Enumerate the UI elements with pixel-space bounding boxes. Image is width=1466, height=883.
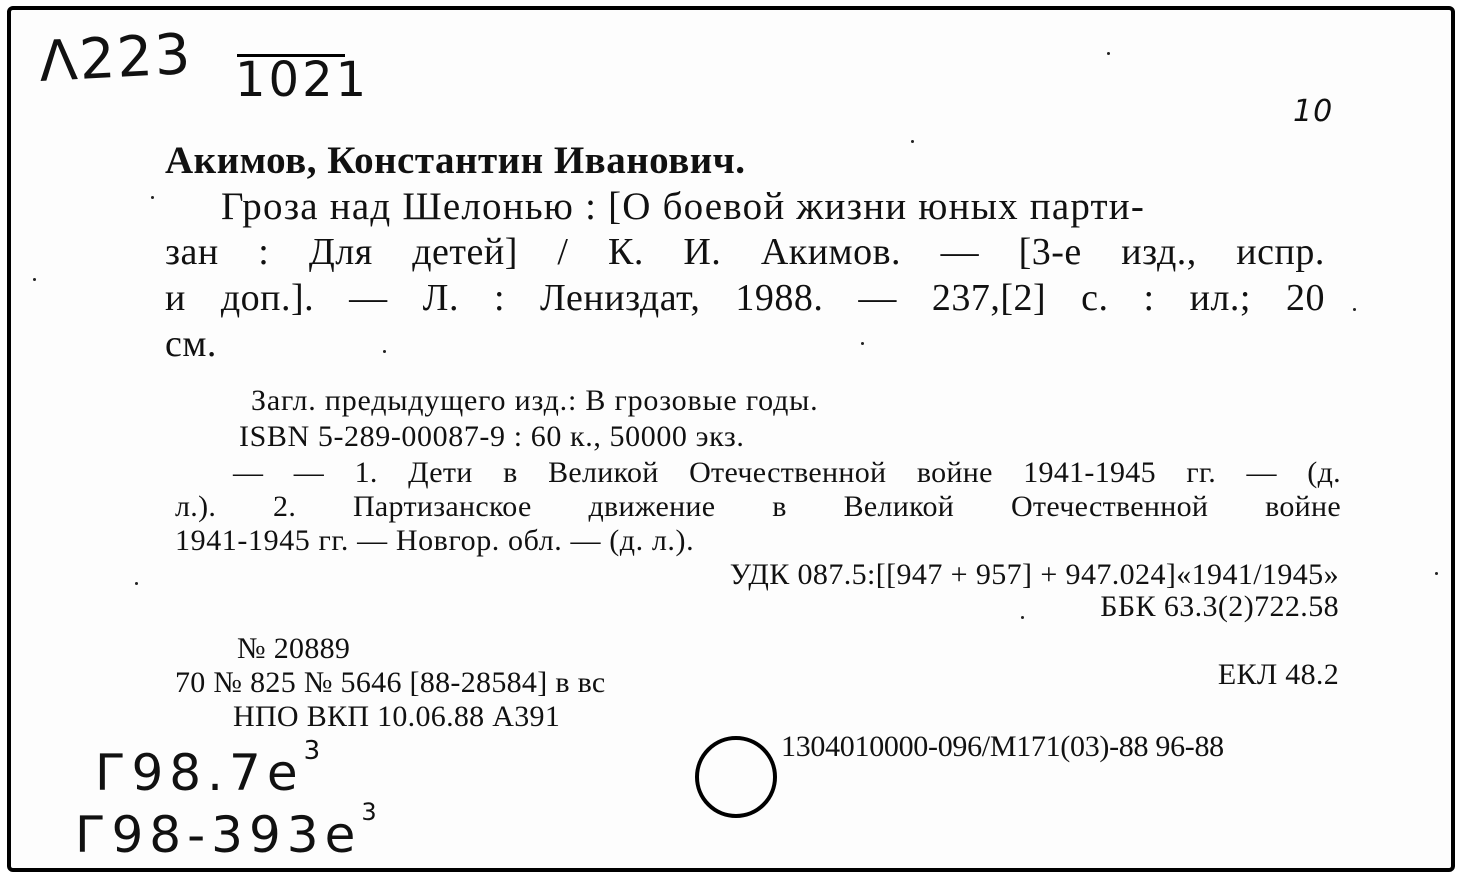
call-number-code: 1021	[235, 52, 370, 108]
subject-line-2-word: Партизанское	[352, 490, 532, 523]
title-line-3	[165, 276, 1325, 320]
previous-title-note: Загл. предыдущего изд.: В грозовые годы.	[251, 384, 819, 417]
title-line-2-word: /	[557, 231, 569, 273]
subject-line-2-word: 2.	[273, 490, 297, 523]
title-line-2-word: :	[258, 231, 270, 273]
title-line-3-word: 20	[1285, 277, 1325, 319]
bbk-line: ББК 63.3(2)722.58	[1100, 590, 1339, 623]
title-line-2-word: Акимов.	[760, 231, 902, 273]
ekl-code: ЕКЛ 48.2	[1217, 658, 1339, 691]
isbn-line: ISBN 5-289-00087-9 : 60 к., 50000 экз.	[239, 420, 745, 453]
title-line-2-word: К.	[607, 231, 644, 273]
subject-line-2-word: движение	[588, 490, 716, 523]
subject-line-1	[233, 456, 1341, 490]
title-line-2	[165, 230, 1325, 274]
subject-line-1-word: (д.	[1307, 456, 1341, 489]
call-number-prefix: Λ223	[37, 22, 194, 95]
title-line-3-word: с.	[1081, 277, 1109, 319]
title-line-3-word: —	[349, 277, 388, 319]
subject-line-2-word: Великой	[843, 490, 955, 523]
shelf-mark-1-text: Г98.7е	[95, 744, 304, 802]
scan-speck	[861, 342, 864, 345]
title-line-2-word: —	[940, 231, 980, 273]
title-line-3-word: :	[1143, 277, 1155, 319]
subject-line-1-word: Дети	[408, 456, 473, 489]
scan-speck	[1353, 308, 1356, 311]
subject-line-1-word: Отечественной	[689, 456, 887, 489]
subject-line-2-word: в	[772, 490, 787, 523]
scan-speck	[1021, 616, 1024, 619]
scan-speck	[135, 582, 138, 585]
title-line-3-word: Лениздат,	[540, 277, 701, 319]
subject-line-1-word: —	[293, 456, 325, 489]
subject-line-1-word: в	[503, 456, 518, 489]
title-line-3-word: и	[165, 277, 186, 319]
shelf-mark-2-superscript: 3	[361, 798, 383, 826]
title-line-2-word: И.	[683, 231, 722, 273]
subject-line-1-word: Великой	[548, 456, 659, 489]
print-number: № 20889	[237, 632, 351, 665]
subject-line-1-word: 1.	[354, 456, 378, 489]
subject-line-2-word: войне	[1265, 490, 1341, 523]
subject-line-1-word: 1941-1945	[1023, 456, 1156, 489]
scan-speck	[33, 278, 36, 281]
scan-speck	[1435, 572, 1438, 575]
print-code: 1304010000-096/М171(03)-88 96-88	[781, 730, 1224, 763]
handwritten-call-number	[37, 22, 193, 95]
scan-speck	[383, 350, 386, 353]
title-line-2-word: изд.,	[1121, 231, 1197, 273]
subject-line-1-word: —	[233, 456, 264, 489]
title-line-3-word: 1988.	[735, 277, 824, 319]
handwritten-shelf-mark-2	[75, 798, 383, 864]
title-line-2-word: зан	[165, 231, 219, 273]
title-line-3-word: доп.].	[220, 277, 315, 319]
title-line-2-word: Для	[308, 231, 373, 273]
corner-mark: 10	[1293, 94, 1334, 129]
scan-speck	[1107, 52, 1110, 55]
udk-line: УДК 087.5:[[947 + 957] + 947.024]«1941/1945»	[729, 558, 1339, 591]
title-line-2-word: [3-е	[1018, 231, 1082, 273]
scan-speck	[151, 196, 154, 199]
publisher-line: НПО ВКП 10.06.88 А391	[233, 700, 561, 733]
title-line-4: см.	[165, 323, 217, 365]
title-line-3-word: Л.	[422, 277, 459, 319]
title-line-2-word: детей]	[412, 231, 518, 273]
scan-speck	[911, 140, 914, 143]
subject-line-2-word: л.).	[175, 490, 217, 523]
title-line-3-word: —	[858, 277, 897, 319]
shelf-mark-2-text: Г98-393е	[75, 806, 362, 864]
shelf-mark-1-superscript: 3	[303, 736, 327, 766]
title-line-2-word: испр.	[1236, 231, 1325, 273]
author-heading: Акимов, Константин Иванович.	[165, 139, 746, 182]
title-line-3-word: 237,[2]	[931, 277, 1047, 319]
order-line: 70 № 825 № 5646 [88-28584] в вс	[175, 666, 606, 699]
title-line-1: Гроза над Шелонью : [О боевой жизни юных парти-	[221, 185, 1146, 228]
subject-line-1-word: гг.	[1186, 456, 1217, 489]
handwritten-shelf-mark-1	[95, 736, 327, 802]
title-line-3-word: :	[493, 277, 506, 319]
subject-line-2	[175, 490, 1341, 524]
circle-stamp	[695, 736, 777, 818]
subject-line-1-word: —	[1246, 456, 1277, 489]
subject-line-3: 1941-1945 гг. — Новгор. обл. — (д. л.).	[175, 524, 695, 557]
catalog-card	[7, 6, 1455, 872]
title-line-3-word: ил.;	[1189, 277, 1251, 319]
subject-line-1-word: войне	[916, 456, 993, 489]
subject-line-2-word: Отечественной	[1010, 490, 1209, 523]
